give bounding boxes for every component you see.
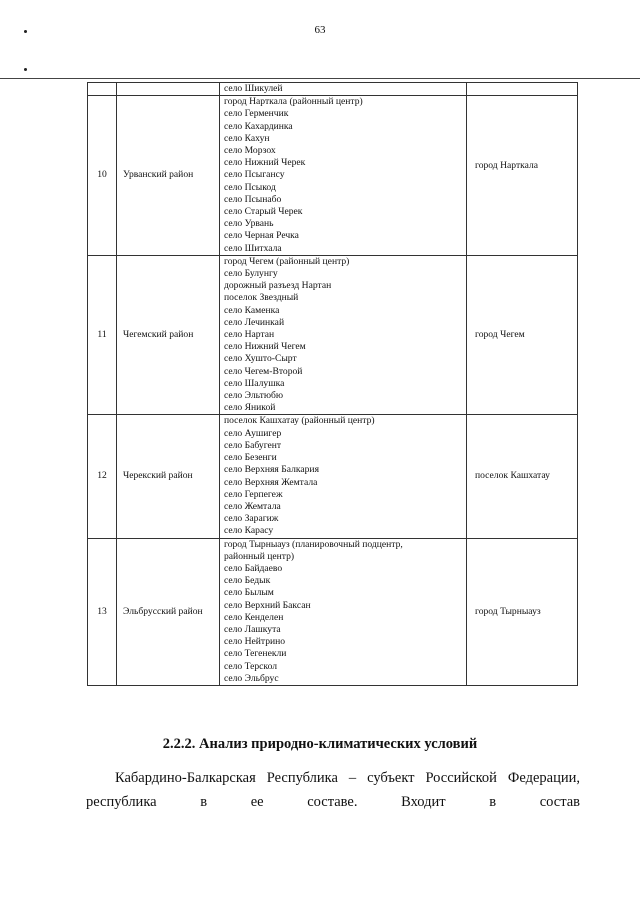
page-number: 63 xyxy=(314,24,326,36)
settlement-item: село Урвань xyxy=(224,218,274,230)
settlement-item: село Карасу xyxy=(224,525,274,537)
settlements-cell xyxy=(220,415,467,538)
settlements-cell xyxy=(220,96,467,256)
district-number: 11 xyxy=(88,255,117,415)
table-row xyxy=(88,96,578,256)
settlement-item: поселок Звездный xyxy=(224,292,299,304)
settlement-item: село Черная Речка xyxy=(224,230,299,242)
settlement-item: село Каменка xyxy=(224,304,280,316)
district-center xyxy=(467,96,578,256)
settlement-item: село Хушто-Сырт xyxy=(224,353,297,365)
settlement-item: село Псыгансу xyxy=(224,169,285,181)
settlement-item: город Чегем (районный центр) xyxy=(224,255,350,267)
settlement-item: село Терскол xyxy=(224,660,278,672)
district-number: 12 xyxy=(88,415,117,538)
settlement-item: село Эльтюбю xyxy=(224,390,284,402)
settlement-item: село Герменчик xyxy=(224,108,289,120)
settlement-item: село Яникой xyxy=(224,402,276,414)
settlement-item: село Нижний Черек xyxy=(224,157,306,169)
district-center-label: город Чегем xyxy=(475,329,525,341)
districts-table xyxy=(87,82,578,686)
scan-mark xyxy=(24,68,27,71)
settlement-item: город Тырныауз (планировочный подцентр, xyxy=(224,538,403,550)
district-name: Урванский район xyxy=(117,96,220,256)
settlement-item: село Зарагиж xyxy=(224,513,279,525)
settlement-item: город Нарткала (районный центр) xyxy=(224,96,363,108)
district-name: Чегемский район xyxy=(117,255,220,415)
district-number: 13 xyxy=(88,538,117,685)
settlement-item: село Бедык xyxy=(224,575,271,587)
section-title: 2.2.2. Анализ природно-климатических условий xyxy=(162,736,478,752)
settlement-item: поселок Кашхатау (районный центр) xyxy=(224,415,375,427)
settlement-item: село Лашкута xyxy=(224,623,281,635)
table-row xyxy=(88,415,578,538)
settlement-item: село Бабугент xyxy=(224,439,282,451)
settlement-item: село Шалушка xyxy=(224,377,285,389)
settlement-item: село Кенделен xyxy=(224,611,284,623)
settlement-item: село Верхняя Балкария xyxy=(224,464,319,476)
settlement-item: село Былым xyxy=(224,587,274,599)
settlement-item: село Жемтала xyxy=(224,500,281,512)
settlement-item: село Нейтрино xyxy=(224,636,286,648)
district-center-label: город Нарткала xyxy=(475,160,539,172)
settlement-item: село Эльбрус xyxy=(224,672,279,684)
settlement-item: село Старый Черек xyxy=(224,206,303,218)
settlement-item: село Нижний Чегем xyxy=(224,341,306,353)
settlement-item: село Верхняя Жемтала xyxy=(224,476,318,488)
settlement-item: село Шитхала xyxy=(224,242,282,254)
district-center-label: поселок Кашхатау xyxy=(475,470,550,482)
district-center xyxy=(467,538,578,685)
header-rule xyxy=(0,78,640,79)
settlement-item: село Чегем-Второй xyxy=(224,365,303,377)
district-center xyxy=(467,255,578,415)
settlements-cell xyxy=(220,255,467,415)
settlement-item: село Морзох xyxy=(224,145,276,157)
settlement-item: дорожный разъезд Нартан xyxy=(224,280,332,292)
district-name: Черекский район xyxy=(117,415,220,538)
body-paragraph: Кабардино-Балкарская Республика – субъект Российской Федерации, республика в ее составе. Входит в состав xyxy=(86,770,580,810)
settlement-item: село Булунгу xyxy=(224,268,278,280)
district-center xyxy=(467,415,578,538)
scan-mark xyxy=(24,30,27,33)
settlement-item: районный центр) xyxy=(224,550,295,562)
settlement-item: село Псынабо xyxy=(224,193,282,205)
settlement-item: село Байдаево xyxy=(224,562,283,574)
district-number: 10 xyxy=(88,96,117,256)
settlement-item: село Кахун xyxy=(224,132,270,144)
district-center-label: город Тырныауз xyxy=(475,605,541,617)
settlement-item: село Герпегеж xyxy=(224,488,283,500)
table-row xyxy=(88,255,578,415)
settlement-item: село Аушигер xyxy=(224,427,282,439)
settlement-item: село Лечинкай xyxy=(224,316,285,328)
settlements-cell xyxy=(220,538,467,685)
district-name: Эльбрусский район xyxy=(117,538,220,685)
settlement-item: село Тегенекли xyxy=(224,648,287,660)
settlements-cell xyxy=(220,83,467,96)
settlement-item: село Нартан xyxy=(224,329,275,341)
table-row xyxy=(88,538,578,685)
settlement-item: село Верхний Баксан xyxy=(224,599,311,611)
settlement-item: село Псыкод xyxy=(224,181,276,193)
table-row-continued xyxy=(88,83,578,96)
settlement-item: село Кахардинка xyxy=(224,120,293,132)
settlement-item: село Безенги xyxy=(224,452,277,464)
settlement-item: село Шикулей xyxy=(224,83,283,94)
